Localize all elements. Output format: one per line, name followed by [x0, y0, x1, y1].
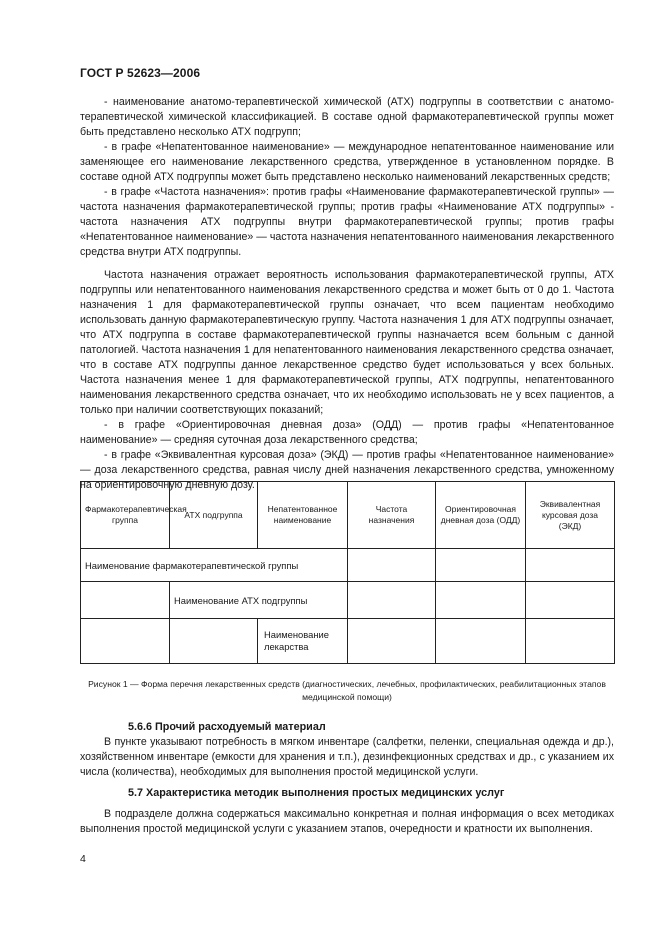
empty-cell: [348, 549, 436, 582]
header-nonproprietary-name: Непатентованное наименование: [258, 482, 348, 549]
empty-cell: [436, 619, 526, 664]
cell-group-name: Наименование фармакотерапевтической группы: [81, 549, 348, 582]
header-atc-subgroup: АТХ подгруппа: [170, 482, 258, 549]
empty-cell: [348, 582, 436, 619]
header-course-dose: Эквивалентная курсовая доза (ЭКД): [526, 482, 615, 549]
paragraph-frequency-explanation: Частота назначения отражает вероятность использования фармакотерапевтической группы, АТХ подгруппы или непатентованного наименования лекарственного средства и может быть от 0 до 1. Частота назначения 1 для фармакотерапевтической группы означает, что всем пациентам необходимо использовать данную фармакотерапевтическую группу. Частота назначения 1 для АТХ подгруппы означает, что АТХ подгруппа в составе фармакотерапевтической группы назначается всем больным с данной патологией. Частота назначения 1 для непатентованного наименования лекарственного средства означает, что в составе АТХ подгруппы данное лекарственное средство будет использоваться у всех больных. Частота назначения менее 1 для фармакотерапевтической группы, АТХ подгруппы, непатентованного наименования лекарственного средства означает, что их необходимо использовать не у всех пациентов, а только при наличии соответствующих показаний;: [80, 269, 614, 416]
cell-atc-name: Наименование АТХ подгруппы: [170, 582, 348, 619]
cell-drug-name: Наименование лекарства: [258, 619, 348, 664]
drug-list-form-table: [80, 481, 615, 664]
empty-cell: [526, 549, 615, 582]
section-heading-57: 5.7 Характеристика методик выполнения простых медицинских услуг: [128, 787, 505, 799]
paragraph-nonproprietary-name: - в графе «Непатентованное наименование» — международное непатентованное наименование или заменяющее его наименование лекарственного средства, утвержденное в установленном порядке. В составе одной АТХ подгруппы может быть представлено несколько наименований лекарственных средств;: [80, 141, 614, 183]
document-header: ГОСТ Р 52623—2006: [80, 66, 201, 80]
header-frequency: Частота назначения: [348, 482, 436, 549]
table-header-row: [81, 482, 615, 549]
section-text-566: В пункте указывают потребность в мягком инвентаре (салфетки, пеленки, специальная одежда и др.), хозяйственном инвентаре (емкости для хранения и т.п.), дезинфекционных средствах и др., с указанием их числа (количества), необходимых для выполнения простой медицинской услуги.: [80, 736, 614, 778]
section-heading-566: 5.6.6 Прочий расходуемый материал: [128, 721, 326, 733]
empty-cell: [81, 582, 170, 619]
table-row: [81, 619, 615, 664]
section-text-57: В подразделе должна содержаться максимально конкретная и полная информация о всех методиках выполнения простой медицинской услуги с указанием этапов, очередности и кратности их выполнения.: [80, 808, 614, 835]
empty-cell: [348, 619, 436, 664]
table-row: [81, 582, 615, 619]
empty-cell: [526, 619, 615, 664]
empty-cell: [436, 582, 526, 619]
bottom-text: [80, 720, 614, 837]
header-pharmacotherapeutic-group: Фармакотерапевтическая группа: [81, 482, 170, 549]
page-number: 4: [80, 853, 86, 865]
empty-cell: [436, 549, 526, 582]
empty-cell: [170, 619, 258, 664]
paragraph-ekd: - в графе «Эквивалентная курсовая доза» (ЭКД) — против графы «Непатентованное наименование» — доза лекарственного средства, равная числу дней назначения лекарственного средства, умноженному на ориентировочную дневную дозу.: [80, 449, 614, 491]
paragraph-frequency-column: - в графе «Частота назначения»: против графы «Наименование фармакотерапевтической группы» — частота назначения фармакотерапевтической группы; против графы «Наименование АТХ подгруппы» - частота назначения АТХ подгруппы внутри фармакотерапевтической группы; против графы «Непатентованное наименование» — частота назначения непатентованного наименования лекарственного средства внутри АТХ подгруппы.: [80, 186, 614, 258]
header-daily-dose: Ориентировочная дневная доза (ОДД): [436, 482, 526, 549]
paragraph-atc-name: - наименование анатомо-терапевтической химической (АТХ) подгруппы в соответствии с анатомо-терапевтической химической классификацией. В составе одной фармакотерапевтической группы может быть представлено несколько АТХ подгрупп;: [80, 96, 614, 138]
figure-caption: Рисунок 1 — Форма перечня лекарственных средств (диагностических, лечебных, профилактических, реабилитационных этапов медицинской помощи): [88, 679, 606, 702]
table-row: [81, 549, 615, 582]
empty-cell: [81, 619, 170, 664]
main-text: [80, 95, 614, 493]
paragraph-odd: - в графе «Ориентировочная дневная доза» (ОДД) — против графы «Непатентованное наименование» — средняя суточная доза лекарственного средства;: [80, 419, 614, 446]
empty-cell: [526, 582, 615, 619]
